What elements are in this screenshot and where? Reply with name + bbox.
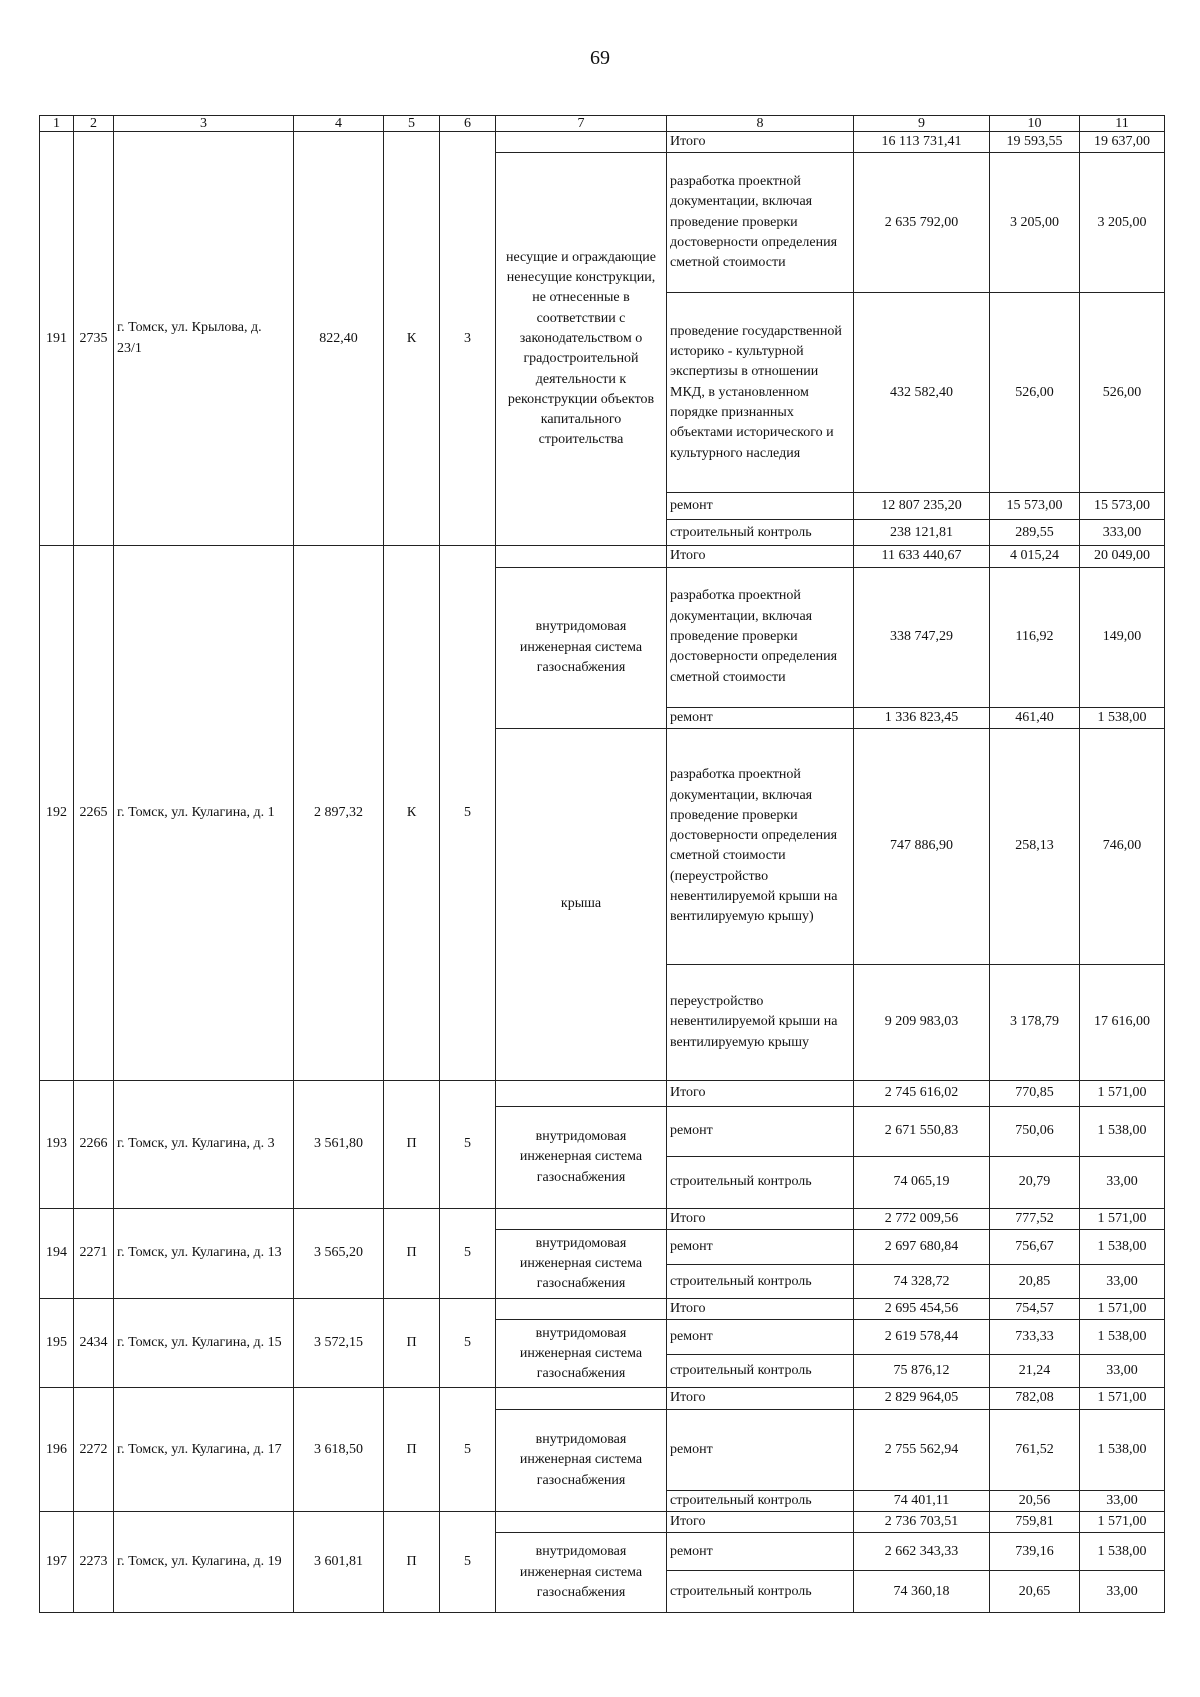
work-unit-cost: 750,06 — [990, 1106, 1080, 1156]
house-type: П — [384, 1512, 440, 1613]
house-area: 3 561,80 — [294, 1080, 384, 1208]
work-limit-cost: 1 538,00 — [1080, 1320, 1165, 1355]
work-limit-cost: 33,00 — [1080, 1571, 1165, 1613]
work-cost: 2 697 680,84 — [854, 1230, 990, 1265]
work-cost: 9 209 983,03 — [854, 964, 990, 1080]
work-type: строительный контроль — [667, 1355, 854, 1388]
work-type: строительный контроль — [667, 1156, 854, 1208]
work-limit-cost: 33,00 — [1080, 1490, 1165, 1511]
work-limit-cost: 149,00 — [1080, 567, 1165, 707]
work-unit-cost: 15 573,00 — [990, 493, 1080, 520]
total-limit-cost: 1 571,00 — [1080, 1080, 1165, 1106]
total-label: Итого — [667, 1388, 854, 1409]
total-cost: 2 745 616,02 — [854, 1080, 990, 1106]
house-address: г. Томск, ул. Крылова, д. 23/1 — [114, 132, 294, 546]
total-unit-cost: 782,08 — [990, 1388, 1080, 1409]
total-limit-cost: 1 571,00 — [1080, 1208, 1165, 1229]
house-address: г. Томск, ул. Кулагина, д. 19 — [114, 1512, 294, 1613]
house-address: г. Томск, ул. Кулагина, д. 17 — [114, 1388, 294, 1512]
total-label: Итого — [667, 546, 854, 567]
column-header: 6 — [440, 116, 496, 132]
house-type: П — [384, 1299, 440, 1388]
work-cost: 74 328,72 — [854, 1265, 990, 1299]
total-cost: 2 829 964,05 — [854, 1388, 990, 1409]
structural-element: внутридомовая инженерная система газоснабжения — [496, 1409, 667, 1511]
work-cost: 74 360,18 — [854, 1571, 990, 1613]
total-unit-cost: 770,85 — [990, 1080, 1080, 1106]
column-header: 2 — [74, 116, 114, 132]
house-type: К — [384, 132, 440, 546]
total-limit-cost: 1 571,00 — [1080, 1512, 1165, 1533]
work-limit-cost: 17 616,00 — [1080, 964, 1165, 1080]
work-unit-cost: 739,16 — [990, 1533, 1080, 1571]
house-address: г. Томск, ул. Кулагина, д. 15 — [114, 1299, 294, 1388]
structural-element: крыша — [496, 728, 667, 1080]
column-header: 8 — [667, 116, 854, 132]
work-type: строительный контроль — [667, 1490, 854, 1511]
work-limit-cost: 1 538,00 — [1080, 1230, 1165, 1265]
work-cost: 2 671 550,83 — [854, 1106, 990, 1156]
work-unit-cost: 461,40 — [990, 707, 1080, 728]
work-limit-cost: 33,00 — [1080, 1355, 1165, 1388]
floor-count: 3 — [440, 132, 496, 546]
work-cost: 74 065,19 — [854, 1156, 990, 1208]
column-header: 7 — [496, 116, 667, 132]
floor-count: 5 — [440, 1388, 496, 1512]
total-cost: 11 633 440,67 — [854, 546, 990, 567]
work-limit-cost: 15 573,00 — [1080, 493, 1165, 520]
work-cost: 238 121,81 — [854, 520, 990, 546]
work-limit-cost: 1 538,00 — [1080, 1533, 1165, 1571]
work-cost: 2 635 792,00 — [854, 153, 990, 293]
row-number: 197 — [40, 1512, 74, 1613]
work-unit-cost: 20,85 — [990, 1265, 1080, 1299]
element-cell-empty — [496, 1080, 667, 1106]
floor-count: 5 — [440, 1080, 496, 1208]
floor-count: 5 — [440, 1299, 496, 1388]
house-address: г. Томск, ул. Кулагина, д. 13 — [114, 1208, 294, 1298]
work-cost: 1 336 823,45 — [854, 707, 990, 728]
work-type: разработка проектной документации, включая проведение проверки достоверности определения сметной стоимости — [667, 567, 854, 707]
work-limit-cost: 1 538,00 — [1080, 1106, 1165, 1156]
house-address: г. Томск, ул. Кулагина, д. 3 — [114, 1080, 294, 1208]
work-unit-cost: 116,92 — [990, 567, 1080, 707]
element-cell-empty — [496, 1388, 667, 1409]
structural-element: внутридомовая инженерная система газоснабжения — [496, 1106, 667, 1208]
row-number: 194 — [40, 1208, 74, 1298]
work-cost: 747 886,90 — [854, 728, 990, 964]
work-limit-cost: 3 205,00 — [1080, 153, 1165, 293]
total-unit-cost: 754,57 — [990, 1299, 1080, 1320]
house-code: 2273 — [74, 1512, 114, 1613]
work-limit-cost: 33,00 — [1080, 1265, 1165, 1299]
work-unit-cost: 3 178,79 — [990, 964, 1080, 1080]
row-number: 195 — [40, 1299, 74, 1388]
total-label: Итого — [667, 1208, 854, 1229]
element-cell-empty — [496, 1208, 667, 1229]
row-number: 193 — [40, 1080, 74, 1208]
house-type: П — [384, 1080, 440, 1208]
structural-element: внутридомовая инженерная система газоснабжения — [496, 1533, 667, 1613]
work-unit-cost: 761,52 — [990, 1409, 1080, 1490]
total-unit-cost: 777,52 — [990, 1208, 1080, 1229]
house-address: г. Томск, ул. Кулагина, д. 1 — [114, 546, 294, 1081]
work-type: ремонт — [667, 1320, 854, 1355]
work-cost: 338 747,29 — [854, 567, 990, 707]
work-unit-cost: 20,56 — [990, 1490, 1080, 1511]
work-unit-cost: 526,00 — [990, 293, 1080, 493]
work-unit-cost: 733,33 — [990, 1320, 1080, 1355]
total-unit-cost: 4 015,24 — [990, 546, 1080, 567]
total-label: Итого — [667, 1299, 854, 1320]
work-type: строительный контроль — [667, 1571, 854, 1613]
column-header: 1 — [40, 116, 74, 132]
total-cost: 2 695 454,56 — [854, 1299, 990, 1320]
total-unit-cost: 19 593,55 — [990, 132, 1080, 153]
work-unit-cost: 258,13 — [990, 728, 1080, 964]
table-body — [40, 132, 1165, 1613]
structural-element: внутридомовая инженерная система газоснабжения — [496, 1230, 667, 1299]
house-area: 3 618,50 — [294, 1388, 384, 1512]
total-cost: 2 736 703,51 — [854, 1512, 990, 1533]
total-label: Итого — [667, 1080, 854, 1106]
work-limit-cost: 1 538,00 — [1080, 1409, 1165, 1490]
header-row — [40, 116, 1165, 132]
work-limit-cost: 746,00 — [1080, 728, 1165, 964]
work-type: ремонт — [667, 493, 854, 520]
total-label: Итого — [667, 1512, 854, 1533]
work-cost: 2 662 343,33 — [854, 1533, 990, 1571]
work-limit-cost: 33,00 — [1080, 1156, 1165, 1208]
work-cost: 12 807 235,20 — [854, 493, 990, 520]
column-header: 4 — [294, 116, 384, 132]
house-area: 822,40 — [294, 132, 384, 546]
work-type: ремонт — [667, 1106, 854, 1156]
total-cost: 2 772 009,56 — [854, 1208, 990, 1229]
row-number: 196 — [40, 1388, 74, 1512]
row-number: 191 — [40, 132, 74, 546]
element-cell-empty — [496, 1512, 667, 1533]
total-limit-cost: 19 637,00 — [1080, 132, 1165, 153]
element-cell-empty — [496, 132, 667, 153]
house-type: П — [384, 1208, 440, 1298]
column-header: 3 — [114, 116, 294, 132]
work-type: ремонт — [667, 1409, 854, 1490]
house-code: 2272 — [74, 1388, 114, 1512]
house-code: 2434 — [74, 1299, 114, 1388]
table-row — [40, 1299, 1165, 1320]
table-row — [40, 132, 1165, 153]
work-unit-cost: 756,67 — [990, 1230, 1080, 1265]
floor-count: 5 — [440, 1512, 496, 1613]
work-unit-cost: 21,24 — [990, 1355, 1080, 1388]
total-label: Итого — [667, 132, 854, 153]
house-type: К — [384, 546, 440, 1081]
house-code: 2266 — [74, 1080, 114, 1208]
structural-element: внутридомовая инженерная система газоснабжения — [496, 567, 667, 728]
work-unit-cost: 20,65 — [990, 1571, 1080, 1613]
total-limit-cost: 20 049,00 — [1080, 546, 1165, 567]
work-type: проведение государственной историко - культурной экспертизы в отношении МКД, в установленном порядке признанных объектами исторического и культурного наследия — [667, 293, 854, 493]
total-limit-cost: 1 571,00 — [1080, 1299, 1165, 1320]
work-type: строительный контроль — [667, 520, 854, 546]
capital-repair-table — [39, 115, 1165, 1613]
house-area: 2 897,32 — [294, 546, 384, 1081]
column-header: 5 — [384, 116, 440, 132]
work-unit-cost: 20,79 — [990, 1156, 1080, 1208]
work-cost: 2 619 578,44 — [854, 1320, 990, 1355]
column-header: 11 — [1080, 116, 1165, 132]
work-type: строительный контроль — [667, 1265, 854, 1299]
page-number: 69 — [590, 47, 610, 69]
house-area: 3 601,81 — [294, 1512, 384, 1613]
row-number: 192 — [40, 546, 74, 1081]
work-type: ремонт — [667, 1533, 854, 1571]
total-limit-cost: 1 571,00 — [1080, 1388, 1165, 1409]
total-unit-cost: 759,81 — [990, 1512, 1080, 1533]
work-cost: 2 755 562,94 — [854, 1409, 990, 1490]
work-unit-cost: 289,55 — [990, 520, 1080, 546]
work-type: ремонт — [667, 707, 854, 728]
table-row — [40, 1388, 1165, 1409]
work-type: разработка проектной документации, включая проведение проверки достоверности определения сметной стоимости — [667, 153, 854, 293]
work-type: ремонт — [667, 1230, 854, 1265]
work-type: разработка проектной документации, включая проведение проверки достоверности определения сметной стоимости (переустройство невентилируемой крыши на вентилируемую крышу) — [667, 728, 854, 964]
work-limit-cost: 1 538,00 — [1080, 707, 1165, 728]
table-row — [40, 546, 1165, 567]
table-row — [40, 1080, 1165, 1106]
work-cost: 75 876,12 — [854, 1355, 990, 1388]
work-unit-cost: 3 205,00 — [990, 153, 1080, 293]
floor-count: 5 — [440, 546, 496, 1081]
house-area: 3 565,20 — [294, 1208, 384, 1298]
house-code: 2271 — [74, 1208, 114, 1298]
work-limit-cost: 333,00 — [1080, 520, 1165, 546]
work-cost: 74 401,11 — [854, 1490, 990, 1511]
structural-element: несущие и ограждающие ненесущие конструкции, не отнесенные в соответствии с законодательством о градостроительной деятельности к реконструкции объектов капитального строительства — [496, 153, 667, 546]
table-row — [40, 1208, 1165, 1229]
work-cost: 432 582,40 — [854, 293, 990, 493]
structural-element: внутридомовая инженерная система газоснабжения — [496, 1320, 667, 1388]
work-type: переустройство невентилируемой крыши на вентилируемую крышу — [667, 964, 854, 1080]
total-cost: 16 113 731,41 — [854, 132, 990, 153]
element-cell-empty — [496, 546, 667, 567]
column-header: 10 — [990, 116, 1080, 132]
floor-count: 5 — [440, 1208, 496, 1298]
column-header: 9 — [854, 116, 990, 132]
house-code: 2265 — [74, 546, 114, 1081]
house-type: П — [384, 1388, 440, 1512]
work-limit-cost: 526,00 — [1080, 293, 1165, 493]
house-area: 3 572,15 — [294, 1299, 384, 1388]
table-row — [40, 1512, 1165, 1533]
element-cell-empty — [496, 1299, 667, 1320]
house-code: 2735 — [74, 132, 114, 546]
